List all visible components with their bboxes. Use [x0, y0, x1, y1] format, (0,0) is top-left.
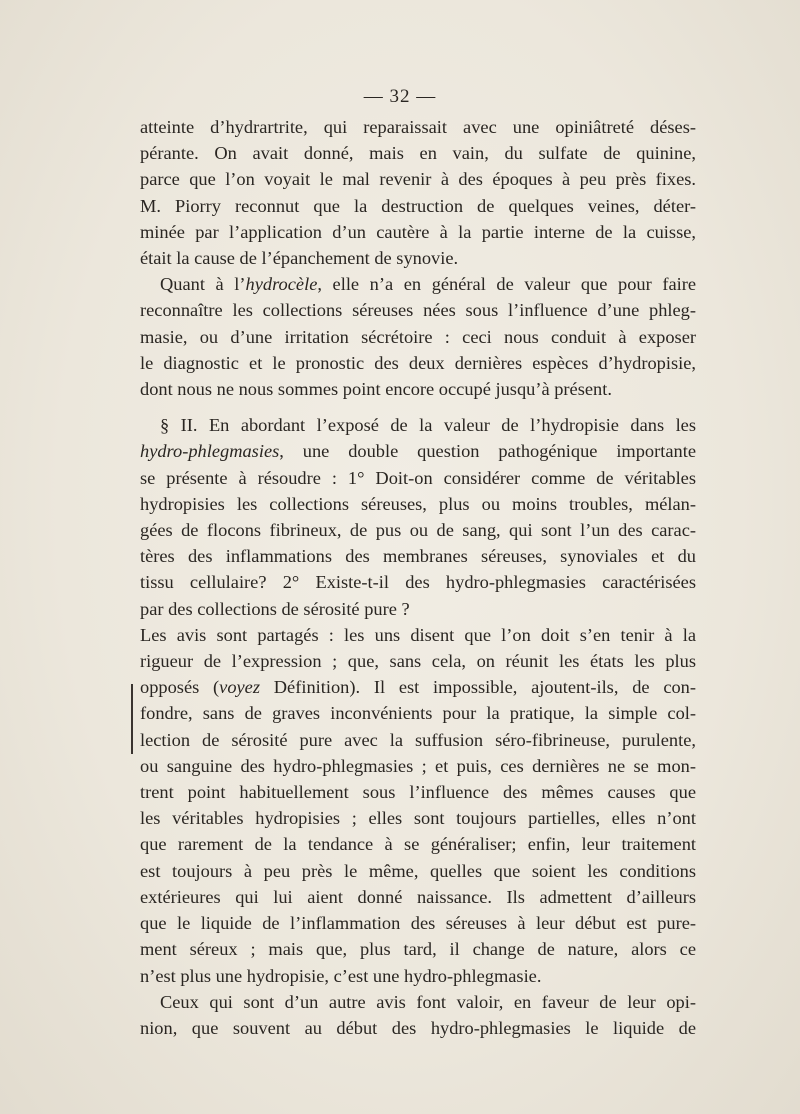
text-line: est toujours à peu près le même, quelles que soient les conditions	[140, 860, 696, 881]
paragraph	[140, 412, 696, 622]
line-text: Quant à l’	[160, 274, 246, 295]
text-line	[140, 271, 696, 297]
line-text: , elle n’a en général de valeur que pour faire	[317, 274, 696, 295]
line-text: Définition). Il est impossible, ajoutent-ils, de con-	[260, 677, 697, 698]
text-line: ment séreux ; mais que, plus tard, il change de nature, alors ce	[140, 939, 696, 960]
text-line: rigueur de l’expression ; que, sans cela, on réunit les états les plus	[140, 651, 696, 672]
page-body	[140, 114, 696, 1041]
text-line: masie, ou d’une irritation sécrétoire : ceci nous conduit à exposer	[140, 326, 696, 347]
text-line: extérieures qui lui aient donné naissance. Ils admettent d’ailleurs	[140, 886, 696, 907]
text-line: fondre, sans de graves inconvénients pour la pratique, la simple col-	[140, 703, 696, 724]
paragraph	[140, 271, 696, 402]
text-line: Les avis sont partagés : les uns disent que l’on doit s’en tenir à la	[140, 624, 696, 645]
text-line: trent point habituellement sous l’influence des mêmes causes que	[140, 782, 696, 803]
text-line: hydropisies les collections séreuses, plus ou moins troubles, mélan-	[140, 493, 696, 514]
text-line: reconnaître les collections séreuses nées sous l’influence d’une phleg-	[140, 300, 696, 321]
text-line	[140, 438, 696, 464]
text-line: pérante. On avait donné, mais en vain, du sulfate de quinine,	[140, 143, 696, 164]
text-line: minée par l’application d’un cautère à la partie interne de la cuisse,	[140, 221, 696, 242]
paragraph	[140, 989, 696, 1041]
text-line: Ceux qui sont d’un autre avis font valoir, en faveur de leur opi-	[160, 991, 696, 1012]
text-line: était la cause de l’épanchement de synovie.	[140, 248, 459, 269]
text-line: que rarement de la tendance à se généraliser; enfin, leur traitement	[140, 834, 696, 855]
text-line: M. Piorry reconnut que la destruction de quelques veines, déter-	[140, 195, 696, 216]
text-line: lection de sérosité pure avec la suffusion séro-fibrineuse, purulente,	[140, 729, 696, 750]
line-text: opposés (	[140, 677, 220, 698]
line-text: , une double question pathogénique importante	[279, 441, 696, 462]
text-line: ou sanguine des hydro-phlegmasies ; et puis, ces dernières ne se mon-	[140, 755, 696, 776]
page-number: — 32 —	[363, 86, 437, 107]
text-line: dont nous ne nous sommes point encore occupé jusqu’à présent.	[140, 379, 612, 400]
text-line: le diagnostic et le pronostic des deux dernières espèces d’hydropisie,	[140, 352, 696, 373]
text-line: tissu cellulaire? 2° Existe-t-il des hydro-phlegmasies caractérisées	[140, 572, 696, 593]
text-line: tères des inflammations des membranes séreuses, synoviales et du	[140, 546, 696, 567]
margin-mark	[131, 684, 133, 754]
text-line: n’est plus une hydropisie, c’est une hydro-phlegmasie.	[140, 965, 542, 986]
text-line: gées de flocons fibrineux, de pus ou de sang, qui sont l’un des carac-	[140, 520, 696, 541]
text-line: § II. En abordant l’exposé de la valeur de l’hydropisie dans les	[160, 415, 696, 436]
text-line: que le liquide de l’inflammation des séreuses à leur début est pure-	[140, 913, 696, 934]
text-line: se présente à résoudre : 1° Doit-on considérer comme de véritables	[140, 467, 696, 488]
italic-term: hydro-phlegmasies	[140, 441, 280, 462]
italic-term: voyez	[219, 677, 260, 698]
text-line: atteinte d’hydrartrite, qui reparaissait avec une opiniâtreté déses-	[140, 117, 696, 137]
text-line	[140, 674, 696, 700]
section-gap	[140, 402, 696, 412]
italic-term: hydrocèle	[245, 274, 318, 295]
text-line: nion, que souvent au début des hydro-phlegmasies le liquide de	[140, 1017, 696, 1038]
text-line: par des collections de sérosité pure ?	[140, 598, 410, 619]
paragraph	[140, 114, 696, 271]
paragraph	[140, 622, 696, 989]
text-line: parce que l’on voyait le mal revenir à des époques à peu près fixes.	[140, 169, 696, 190]
text-line: les véritables hydropisies ; elles sont toujours partielles, elles n’ont	[140, 808, 696, 829]
